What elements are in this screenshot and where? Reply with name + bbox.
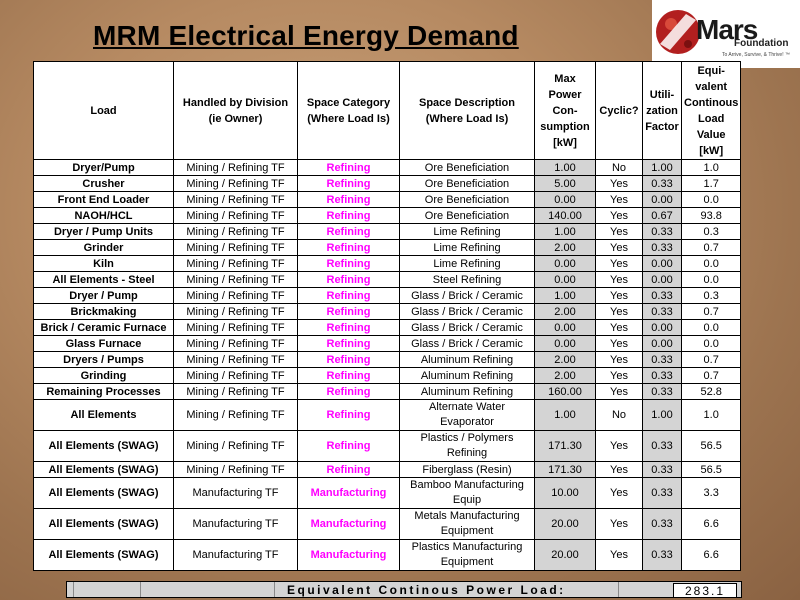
- cell-category: Refining: [298, 288, 400, 304]
- cell-cyclic: No: [596, 400, 643, 431]
- cell-division: Manufacturing TF: [174, 478, 298, 509]
- cell-max-kw: 10.00: [535, 478, 596, 509]
- cell-category: Refining: [298, 192, 400, 208]
- cell-util: 0.33: [643, 368, 682, 384]
- cell-division: Mining / Refining TF: [174, 208, 298, 224]
- table-row: [34, 462, 741, 478]
- cell-division: Mining / Refining TF: [174, 304, 298, 320]
- footer-divider: [618, 582, 619, 597]
- cell-category: Refining: [298, 304, 400, 320]
- cell-division: Mining / Refining TF: [174, 256, 298, 272]
- cell-description: Ore Beneficiation: [400, 176, 535, 192]
- table-row: [34, 336, 741, 352]
- cell-cyclic: Yes: [596, 272, 643, 288]
- cell-division: Mining / Refining TF: [174, 224, 298, 240]
- cell-load: All Elements (SWAG): [34, 509, 174, 540]
- cell-util: 0.00: [643, 320, 682, 336]
- table-row: [34, 176, 741, 192]
- cell-description: Lime Refining: [400, 240, 535, 256]
- table-row: [34, 304, 741, 320]
- cell-max-kw: 20.00: [535, 540, 596, 571]
- cell-cyclic: Yes: [596, 509, 643, 540]
- cell-equiv: 0.7: [682, 368, 741, 384]
- cell-cyclic: Yes: [596, 462, 643, 478]
- cell-description: Ore Beneficiation: [400, 208, 535, 224]
- header-division: Handled by Division (ie Owner): [174, 62, 298, 160]
- table-row: [34, 272, 741, 288]
- cell-description: Aluminum Refining: [400, 368, 535, 384]
- cell-equiv: 0.0: [682, 192, 741, 208]
- footer-divider: [140, 582, 141, 597]
- cell-util: 0.33: [643, 509, 682, 540]
- table-row: [34, 540, 741, 571]
- cell-util: 1.00: [643, 400, 682, 431]
- cell-load: Grinder: [34, 240, 174, 256]
- cell-category: Refining: [298, 240, 400, 256]
- cell-cyclic: Yes: [596, 384, 643, 400]
- cell-load: All Elements (SWAG): [34, 478, 174, 509]
- cell-cyclic: Yes: [596, 224, 643, 240]
- cell-cyclic: Yes: [596, 320, 643, 336]
- cell-max-kw: 2.00: [535, 304, 596, 320]
- cell-max-kw: 5.00: [535, 176, 596, 192]
- table-row: [34, 478, 741, 509]
- cell-equiv: 0.7: [682, 304, 741, 320]
- cell-max-kw: 0.00: [535, 336, 596, 352]
- cell-max-kw: 0.00: [535, 192, 596, 208]
- cell-util: 0.33: [643, 540, 682, 571]
- table-row: [34, 256, 741, 272]
- cell-load: Grinding: [34, 368, 174, 384]
- cell-category: Refining: [298, 462, 400, 478]
- cell-equiv: 1.0: [682, 160, 741, 176]
- cell-load: All Elements (SWAG): [34, 462, 174, 478]
- cell-description: Metals Manufacturing Equipment: [400, 509, 535, 540]
- cell-max-kw: 2.00: [535, 352, 596, 368]
- energy-demand-table: [33, 61, 741, 571]
- cell-max-kw: 171.30: [535, 462, 596, 478]
- cell-max-kw: 2.00: [535, 240, 596, 256]
- cell-description: Ore Beneficiation: [400, 160, 535, 176]
- header-utilization: Utili-zation Factor: [643, 62, 682, 160]
- header-load: Load: [34, 62, 174, 160]
- cell-description: Glass / Brick / Ceramic: [400, 320, 535, 336]
- table-row: [34, 509, 741, 540]
- total-power-load: 283.1: [673, 583, 737, 598]
- cell-equiv: 0.0: [682, 336, 741, 352]
- header-space-description: Space Description (Where Load Is): [400, 62, 535, 160]
- cell-equiv: 3.3: [682, 478, 741, 509]
- cell-division: Mining / Refining TF: [174, 192, 298, 208]
- cell-category: Refining: [298, 160, 400, 176]
- cell-max-kw: 0.00: [535, 272, 596, 288]
- table-header-row: [34, 62, 741, 160]
- cell-cyclic: Yes: [596, 256, 643, 272]
- cell-load: Crusher: [34, 176, 174, 192]
- cell-util: 0.33: [643, 384, 682, 400]
- cell-load: All Elements: [34, 400, 174, 431]
- cell-description: Alternate Water Evaporator: [400, 400, 535, 431]
- cell-max-kw: 1.00: [535, 160, 596, 176]
- table-row: [34, 192, 741, 208]
- cell-util: 0.33: [643, 240, 682, 256]
- cell-load: All Elements - Steel: [34, 272, 174, 288]
- cell-util: 0.33: [643, 176, 682, 192]
- table-row: [34, 288, 741, 304]
- footer-divider: [73, 582, 74, 597]
- cell-max-kw: 171.30: [535, 431, 596, 462]
- cell-load: All Elements (SWAG): [34, 431, 174, 462]
- cell-cyclic: Yes: [596, 352, 643, 368]
- cell-division: Mining / Refining TF: [174, 368, 298, 384]
- cell-max-kw: 0.00: [535, 320, 596, 336]
- footer-label: Equivalent Continous Power Load:: [287, 583, 566, 597]
- cell-load: Dryer / Pump Units: [34, 224, 174, 240]
- cell-division: Mining / Refining TF: [174, 160, 298, 176]
- cell-load: Remaining Processes: [34, 384, 174, 400]
- header-max-power: Max Power Con-sumption [kW]: [535, 62, 596, 160]
- logo-word: Mars: [696, 14, 758, 45]
- cell-util: 0.00: [643, 256, 682, 272]
- cell-description: Glass / Brick / Ceramic: [400, 288, 535, 304]
- cell-cyclic: Yes: [596, 478, 643, 509]
- cell-load: NAOH/HCL: [34, 208, 174, 224]
- cell-division: Mining / Refining TF: [174, 288, 298, 304]
- cell-cyclic: Yes: [596, 192, 643, 208]
- cell-category: Refining: [298, 431, 400, 462]
- cell-category: Refining: [298, 208, 400, 224]
- cell-division: Mining / Refining TF: [174, 384, 298, 400]
- cell-description: Plastics / Polymers Refining: [400, 431, 535, 462]
- cell-equiv: 0.7: [682, 240, 741, 256]
- cell-equiv: 0.0: [682, 256, 741, 272]
- cell-equiv: 93.8: [682, 208, 741, 224]
- cell-equiv: 0.3: [682, 288, 741, 304]
- header-space-category: Space Category (Where Load Is): [298, 62, 400, 160]
- cell-util: 0.33: [643, 352, 682, 368]
- cell-description: Glass / Brick / Ceramic: [400, 304, 535, 320]
- cell-max-kw: 160.00: [535, 384, 596, 400]
- cell-util: 0.00: [643, 192, 682, 208]
- cell-division: Manufacturing TF: [174, 509, 298, 540]
- cell-division: Mining / Refining TF: [174, 320, 298, 336]
- header-cyclic: Cyclic?: [596, 62, 643, 160]
- table-row: [34, 320, 741, 336]
- cell-max-kw: 1.00: [535, 224, 596, 240]
- table-row: [34, 224, 741, 240]
- mars-foundation-logo: [652, 0, 800, 68]
- cell-equiv: 6.6: [682, 540, 741, 571]
- cell-equiv: 56.5: [682, 431, 741, 462]
- cell-max-kw: 0.00: [535, 256, 596, 272]
- cell-load: Brickmaking: [34, 304, 174, 320]
- cell-description: Steel Refining: [400, 272, 535, 288]
- cell-util: 0.33: [643, 431, 682, 462]
- cell-category: Refining: [298, 384, 400, 400]
- cell-division: Mining / Refining TF: [174, 336, 298, 352]
- logo-sub: Foundation: [734, 38, 789, 49]
- cell-equiv: 1.0: [682, 400, 741, 431]
- cell-cyclic: Yes: [596, 176, 643, 192]
- cell-category: Refining: [298, 320, 400, 336]
- cell-cyclic: Yes: [596, 304, 643, 320]
- cell-load: Kiln: [34, 256, 174, 272]
- cell-load: Front End Loader: [34, 192, 174, 208]
- cell-description: Aluminum Refining: [400, 384, 535, 400]
- cell-equiv: 0.7: [682, 352, 741, 368]
- cell-division: Mining / Refining TF: [174, 400, 298, 431]
- cell-load: Dryers / Pumps: [34, 352, 174, 368]
- cell-category: Refining: [298, 368, 400, 384]
- cell-equiv: 0.0: [682, 272, 741, 288]
- cell-equiv: 0.0: [682, 320, 741, 336]
- cell-load: Dryer / Pump: [34, 288, 174, 304]
- cell-category: Refining: [298, 176, 400, 192]
- cell-util: 0.00: [643, 272, 682, 288]
- table-row: [34, 160, 741, 176]
- cell-category: Refining: [298, 256, 400, 272]
- cell-description: Bamboo Manufacturing Equip: [400, 478, 535, 509]
- cell-load: Brick / Ceramic Furnace: [34, 320, 174, 336]
- cell-util: 0.33: [643, 304, 682, 320]
- cell-max-kw: 20.00: [535, 509, 596, 540]
- cell-category: Refining: [298, 400, 400, 431]
- table-row: [34, 240, 741, 256]
- cell-equiv: 52.8: [682, 384, 741, 400]
- cell-division: Mining / Refining TF: [174, 240, 298, 256]
- cell-cyclic: Yes: [596, 240, 643, 256]
- cell-description: Ore Beneficiation: [400, 192, 535, 208]
- cell-description: Plastics Manufacturing Equipment: [400, 540, 535, 571]
- table-row: [34, 368, 741, 384]
- cell-util: 0.33: [643, 462, 682, 478]
- cell-equiv: 56.5: [682, 462, 741, 478]
- table-row: [34, 431, 741, 462]
- cell-division: Mining / Refining TF: [174, 431, 298, 462]
- cell-load: Dryer/Pump: [34, 160, 174, 176]
- cell-equiv: 6.6: [682, 509, 741, 540]
- table-row: [34, 384, 741, 400]
- cell-category: Manufacturing: [298, 509, 400, 540]
- cell-util: 1.00: [643, 160, 682, 176]
- cell-util: 0.67: [643, 208, 682, 224]
- cell-category: Refining: [298, 352, 400, 368]
- page-title: MRM Electrical Energy Demand: [93, 20, 519, 51]
- cell-equiv: 1.7: [682, 176, 741, 192]
- table-row: [34, 400, 741, 431]
- cell-load: Glass Furnace: [34, 336, 174, 352]
- cell-category: Refining: [298, 224, 400, 240]
- cell-category: Manufacturing: [298, 540, 400, 571]
- cell-division: Manufacturing TF: [174, 540, 298, 571]
- cell-cyclic: Yes: [596, 431, 643, 462]
- header-equivalent-load: Equi-valent Continous Load Value [kW]: [682, 62, 741, 160]
- cell-division: Mining / Refining TF: [174, 352, 298, 368]
- cell-max-kw: 2.00: [535, 368, 596, 384]
- cell-max-kw: 140.00: [535, 208, 596, 224]
- cell-util: 0.33: [643, 478, 682, 509]
- cell-equiv: 0.3: [682, 224, 741, 240]
- cell-util: 0.33: [643, 288, 682, 304]
- footer-divider: [274, 582, 275, 597]
- cell-category: Manufacturing: [298, 478, 400, 509]
- cell-max-kw: 1.00: [535, 288, 596, 304]
- cell-cyclic: No: [596, 160, 643, 176]
- cell-cyclic: Yes: [596, 288, 643, 304]
- cell-description: Glass / Brick / Ceramic: [400, 336, 535, 352]
- cell-cyclic: Yes: [596, 368, 643, 384]
- cell-division: Mining / Refining TF: [174, 272, 298, 288]
- cell-description: Fiberglass (Resin): [400, 462, 535, 478]
- cell-description: Aluminum Refining: [400, 352, 535, 368]
- cell-category: Refining: [298, 272, 400, 288]
- logo-tagline: To Arrive, Survive, & Thrive! ™: [722, 52, 790, 58]
- cell-cyclic: Yes: [596, 540, 643, 571]
- cell-max-kw: 1.00: [535, 400, 596, 431]
- cell-description: Lime Refining: [400, 256, 535, 272]
- cell-util: 0.33: [643, 224, 682, 240]
- table-row: [34, 208, 741, 224]
- cell-description: Lime Refining: [400, 224, 535, 240]
- cell-division: Mining / Refining TF: [174, 176, 298, 192]
- cell-category: Refining: [298, 336, 400, 352]
- cell-division: Mining / Refining TF: [174, 462, 298, 478]
- cell-load: All Elements (SWAG): [34, 540, 174, 571]
- cell-cyclic: Yes: [596, 208, 643, 224]
- cell-cyclic: Yes: [596, 336, 643, 352]
- table-row: [34, 352, 741, 368]
- footer-total-bar: [66, 581, 742, 598]
- cell-util: 0.00: [643, 336, 682, 352]
